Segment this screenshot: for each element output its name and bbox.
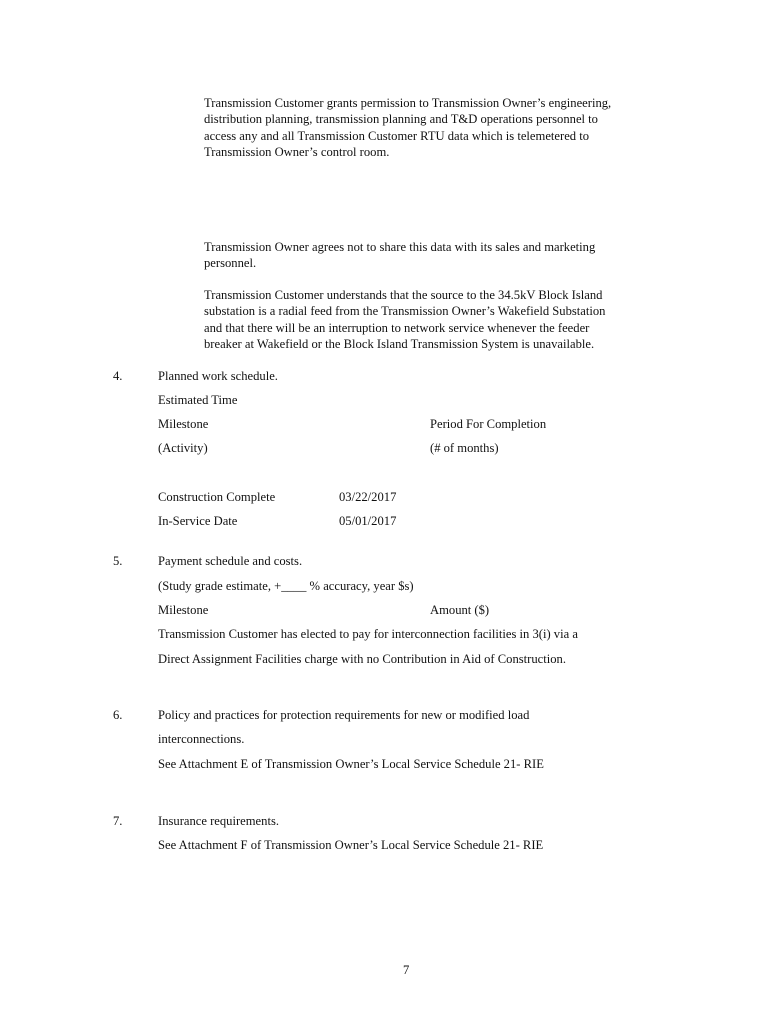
period-header: Period For Completion — [430, 417, 547, 431]
payment-text: Transmission Customer has elected to pay for interconnection facilities in 3(i) via a — [158, 627, 578, 641]
schedule-row-label: In-Service Date — [158, 514, 238, 528]
attachment-reference: See Attachment F of Transmission Owner’s Local Service Schedule 21- RIE — [158, 838, 544, 852]
payment-text: Direct Assignment Facilities charge with no Contribution in Aid of Construction. — [158, 652, 566, 666]
estimated-time-label: Estimated Time — [158, 393, 238, 407]
paragraph-line: Transmission Customer understands that the source to the 34.5kV Block Island — [204, 288, 603, 302]
section-number: 5. — [113, 554, 123, 568]
amount-header: Amount ($) — [430, 603, 490, 617]
section-number: 7. — [113, 814, 123, 828]
paragraph-line: breaker at Wakefield or the Block Island Transmission System is unavailable. — [204, 336, 595, 351]
milestone-header: Milestone — [158, 603, 209, 617]
paragraph-line: Transmission Owner’s control room. — [204, 144, 390, 159]
paragraph-line: substation is a radial feed from the Transmission Owner’s Wakefield Substation — [204, 304, 606, 319]
section-title: Policy and practices for protection requirements for new or modified load — [158, 708, 530, 722]
months-header: (# of months) — [430, 441, 499, 455]
rtu-access-paragraph — [204, 95, 674, 160]
radial-feed-paragraph — [204, 287, 674, 352]
schedule-row-label: Construction Complete — [158, 490, 276, 504]
estimate-note: (Study grade estimate, +____ % accuracy, year $s) — [158, 579, 414, 593]
section-number: 4. — [113, 369, 123, 383]
schedule-row-date: 03/22/2017 — [339, 490, 397, 504]
schedule-row-date: 05/01/2017 — [339, 514, 397, 528]
paragraph-line: Transmission Owner agrees not to share this data with its sales and marketing — [204, 240, 596, 254]
no-share-paragraph — [204, 239, 674, 272]
attachment-reference: See Attachment E of Transmission Owner’s Local Service Schedule 21- RIE — [158, 757, 544, 771]
section-title-continued: interconnections. — [158, 732, 245, 746]
paragraph-line: and that there will be an interruption to network service whenever the feeder — [204, 320, 590, 335]
paragraph-line: distribution planning, transmission planning and T&D operations personnel to — [204, 112, 598, 127]
paragraph-line: personnel. — [204, 256, 257, 271]
page-number: 7 — [403, 963, 410, 977]
section-title: Payment schedule and costs. — [158, 554, 303, 568]
paragraph-line: access any and all Transmission Customer RTU data which is telemetered to — [204, 128, 590, 143]
section-title: Insurance requirements. — [158, 814, 279, 828]
section-title: Planned work schedule. — [158, 369, 278, 383]
paragraph-line: Transmission Customer grants permission to Transmission Owner’s engineering, — [204, 96, 612, 110]
activity-header: (Activity) — [158, 441, 208, 455]
section-number: 6. — [113, 708, 123, 722]
milestone-header: Milestone — [158, 417, 209, 431]
